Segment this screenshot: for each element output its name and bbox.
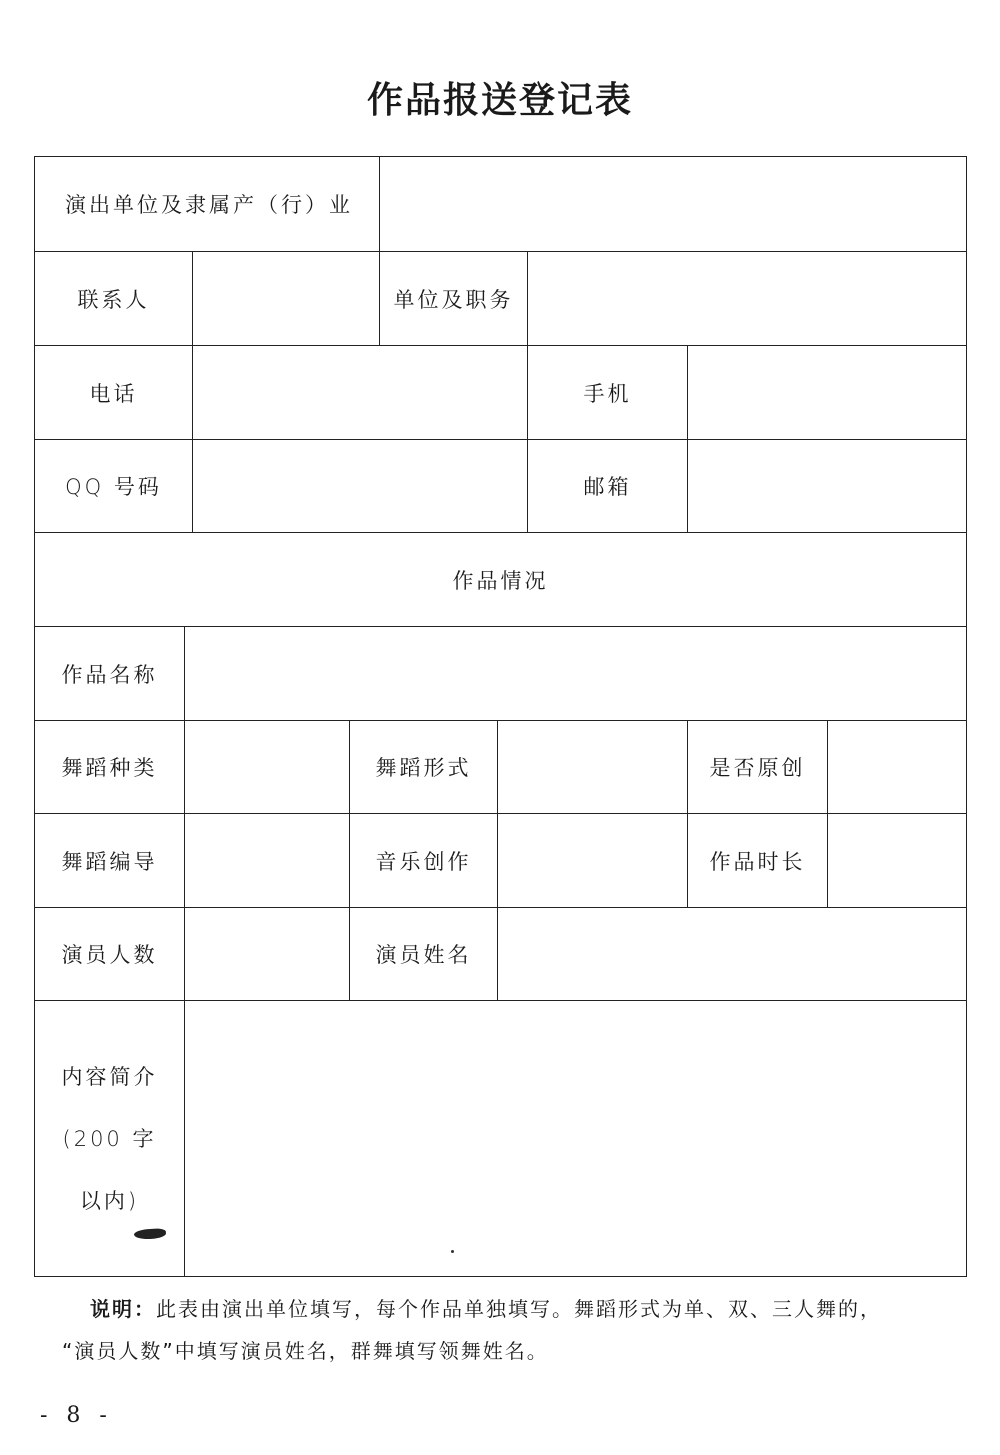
dance-type-field[interactable] [185, 721, 350, 814]
contact-label: 联系人 [35, 252, 193, 346]
email-label: 邮箱 [528, 440, 688, 533]
work-name-field[interactable] [185, 627, 967, 721]
music-label: 音乐创作 [350, 814, 498, 908]
qq-field[interactable] [193, 440, 528, 533]
mobile-field[interactable] [688, 346, 967, 440]
choreographer-field[interactable] [185, 814, 350, 908]
phone-field[interactable] [193, 346, 528, 440]
qq-label: QQ 号码 [35, 440, 193, 533]
intro-label-line1: 内容简介 [61, 1064, 158, 1089]
note-text-1: 此表由演出单位填写，每个作品单独填写。舞蹈形式为单、双、三人舞的， [156, 1297, 882, 1321]
work-name-label: 作品名称 [35, 627, 185, 721]
music-field[interactable] [498, 814, 688, 908]
note-line-1 [62, 1288, 967, 1330]
duration-label: 作品时长 [688, 814, 828, 908]
original-field[interactable] [828, 721, 967, 814]
dance-form-label: 舞蹈形式 [350, 721, 498, 814]
intro-label-line2: (200 字 [62, 1126, 157, 1151]
page-number: - 8 - [40, 1403, 113, 1428]
work-section-header: 作品情况 [35, 533, 967, 627]
contact-field[interactable] [193, 252, 380, 346]
phone-label: 电话 [35, 346, 193, 440]
intro-label-line3: 以内) [79, 1188, 140, 1213]
instruction-note [62, 1288, 967, 1372]
registration-form-table [34, 156, 967, 1277]
note-prefix: 说明： [90, 1297, 156, 1321]
note-line-2: “演员人数”中填写演员姓名，群舞填写领舞姓名。 [62, 1339, 549, 1363]
content-intro-field[interactable] [185, 1001, 967, 1277]
email-field[interactable] [688, 440, 967, 533]
unit-position-label: 单位及职务 [380, 252, 528, 346]
form-title: 作品报送登记表 [366, 79, 633, 121]
dance-form-field[interactable] [498, 721, 688, 814]
duration-field[interactable] [828, 814, 967, 908]
performer-names-label: 演员姓名 [350, 908, 498, 1001]
performer-count-label: 演员人数 [35, 908, 185, 1001]
performer-count-field[interactable] [185, 908, 350, 1001]
mobile-label: 手机 [528, 346, 688, 440]
unit-position-field[interactable] [528, 252, 967, 346]
ink-dot [451, 1250, 454, 1253]
performer-names-field[interactable] [498, 908, 967, 1001]
dance-type-label: 舞蹈种类 [35, 721, 185, 814]
unit-industry-field[interactable] [380, 157, 967, 252]
unit-industry-label: 演出单位及隶属产（行）业 [35, 157, 380, 252]
choreographer-label: 舞蹈编导 [35, 814, 185, 908]
original-label: 是否原创 [688, 721, 828, 814]
